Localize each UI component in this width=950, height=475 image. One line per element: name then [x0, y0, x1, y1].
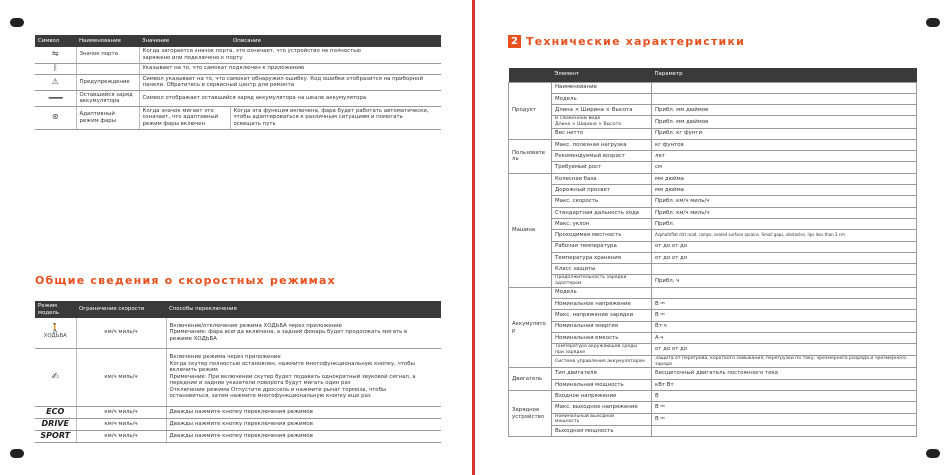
column-header: Наименование — [79, 37, 121, 44]
column-header: Элемент — [554, 71, 580, 78]
spec-value — [652, 264, 917, 275]
mode-label: ECO — [46, 406, 65, 416]
table-row — [509, 298, 917, 309]
switch-method: Дважды нажмите кнопку переключения режимов — [166, 406, 441, 418]
battery-bar-icon: ▬▬▬▬▬ — [48, 95, 63, 101]
table-row — [509, 391, 917, 402]
table-row — [35, 430, 441, 442]
spec-value — [652, 287, 917, 298]
spec-value: лет — [652, 151, 917, 162]
switch-method: Дважды нажмите кнопку переключения режимов — [166, 418, 441, 430]
table-row — [509, 356, 917, 368]
symbol-meaning: Символ указывает на то, что самокат обнаружил ошибку. Код ошибки отобразится на приборной панели. Обратитесь в сервисный центр для ремонта — [139, 74, 441, 90]
spec-value: Прибл. км/ч миль/ч — [652, 196, 917, 207]
speed-limit: км/ч миль/ч — [76, 418, 166, 430]
spec-item: Проходимая местность — [552, 230, 652, 241]
spec-item: Номинальная энергия — [552, 321, 652, 332]
switch-method: Включение/отключение режима ХОДЬБА через приложение Примечание: фара всегда включена, а задний фонарь будет продолжать мигать в режиме ХОДЬБА — [166, 318, 441, 348]
table-row — [509, 252, 917, 263]
spec-value: от до от до — [652, 344, 917, 356]
column-header: Символ — [38, 37, 60, 44]
table-row — [509, 162, 917, 173]
spec-item: Макс. напряжение зарядки — [552, 310, 652, 321]
spec-item: Температура окружающей среды при зарядке — [552, 344, 652, 356]
spec-item: Продолжительность зарядки адаптером — [552, 275, 652, 287]
speed-modes-heading: Общие сведения о скоростных режимах — [35, 274, 336, 287]
spec-item: Выходная мощность — [552, 425, 652, 436]
table-row — [35, 106, 441, 129]
spec-value: В ⎓ — [652, 402, 917, 413]
table-row — [35, 418, 441, 430]
dashboard-icon-table — [35, 35, 441, 130]
spec-group: Продукт — [509, 82, 552, 139]
table-header — [35, 301, 441, 318]
symbol-meaning: Символ отображает оставшийся заряд аккумулятора на шкале аккумулятора — [139, 90, 441, 106]
symbol-meaning: Указывает на то, что самокат подключен к приложению — [139, 63, 441, 74]
section-number-badge: 2 — [508, 35, 521, 48]
column-header: Описание — [233, 37, 261, 44]
table-row — [509, 402, 917, 413]
table-row — [509, 196, 917, 207]
spec-item: Макс. скорость — [552, 196, 652, 207]
table-row — [509, 264, 917, 275]
spec-item: Температура хранения — [552, 252, 652, 263]
spec-value: Прибл. кг фунти — [652, 128, 917, 139]
spec-group: Аккумулятор — [509, 287, 552, 368]
symbol-name — [76, 63, 139, 74]
table-row — [509, 173, 917, 184]
column-header: Способы переключения — [169, 306, 237, 313]
table-row — [509, 82, 917, 93]
center-spine — [472, 0, 475, 475]
spec-value: Прибл. мм дюймов — [652, 105, 917, 116]
spec-item: Макс. выходное напряжение — [552, 402, 652, 413]
spec-value: от до от до — [652, 241, 917, 252]
column-header — [509, 68, 552, 82]
spec-group: Пользователь — [509, 139, 552, 173]
table-row — [509, 310, 917, 321]
mode-label: DRIVE — [41, 418, 69, 428]
specs-title: Технические характеристики — [526, 35, 746, 48]
spec-value: Прибл. мм дюймов — [652, 116, 917, 128]
table-row — [509, 105, 917, 116]
spec-value: В ⎓ — [652, 413, 917, 425]
spec-item: Система управления аккумулятором — [552, 356, 652, 368]
spec-item: Макс. полезная нагрузка — [552, 139, 652, 150]
spec-value — [652, 425, 917, 436]
column-header: Ограничение скорости — [79, 306, 145, 313]
table-row — [509, 332, 917, 343]
table-row — [509, 241, 917, 252]
speed-limit: км/ч миль/ч — [76, 430, 166, 442]
adaptive-headlight-icon: ⊛ — [51, 112, 59, 122]
table-row — [509, 425, 917, 436]
spec-value: кВт Вт — [652, 379, 917, 390]
table-row — [509, 139, 917, 150]
speed-limit: км/ч миль/ч — [76, 406, 166, 418]
spec-value: см — [652, 162, 917, 173]
mode-label: ХОДЬБА — [43, 332, 67, 339]
spec-value: Прибл. км/ч миль/ч — [652, 207, 917, 218]
spec-item: Вес нетто — [552, 128, 652, 139]
spec-item: Номинальная емкость — [552, 332, 652, 343]
spec-value: мм дюйма — [652, 173, 917, 184]
spec-item: Стандартная дальность хода — [552, 207, 652, 218]
symbol-name: Предупреждение — [76, 74, 139, 90]
table-row — [509, 128, 917, 139]
page-tab-top-left — [10, 18, 24, 27]
spec-value: В ⎓ — [652, 310, 917, 321]
table-row — [509, 275, 917, 287]
spec-value: А·ч — [652, 332, 917, 343]
spec-value: кг фунтов — [652, 139, 917, 150]
page-tab-bottom-left — [10, 449, 24, 458]
spec-value — [652, 93, 917, 104]
table-row — [35, 406, 441, 418]
speed-limit: км/ч миль/ч — [76, 348, 166, 406]
spec-item: Наименование — [552, 82, 652, 93]
spec-value: Вт·ч — [652, 321, 917, 332]
table-row — [509, 368, 917, 379]
table-row — [35, 63, 441, 74]
table-row — [509, 151, 917, 162]
spec-item: В сложенном виде Длина × Ширина × Высота — [552, 116, 652, 128]
table-row — [509, 321, 917, 332]
table-row — [509, 379, 917, 390]
table-row — [509, 116, 917, 128]
switch-method: Включение режима через приложение Когда скутер полностью остановлен, нажмите многофункциональную кнопку, чтобы включить режим Примечание: При включении скутер будет подавать однократный звуковой сигнал, а передние и задние указатели поворота будут мигать один раз Отключение режима Отпустите дроссель и нажмите рычаг тормоза, чтобы остановиться, затем нажмите многофункциональную кнопку еще раз — [166, 348, 441, 406]
specs-heading — [508, 35, 745, 48]
bluetooth-icon: ᛒ — [52, 63, 58, 73]
speed-modes-table — [35, 301, 441, 443]
switch-method: Дважды нажмите кнопку переключения режимов — [166, 430, 441, 442]
column-header: Значение — [142, 37, 170, 44]
spec-value: В ⎓ — [652, 298, 917, 309]
warning-icon: ⚠ — [51, 76, 59, 86]
spec-value — [652, 82, 917, 93]
table-row — [509, 230, 917, 241]
speed-limit: км/ч миль/ч — [76, 318, 166, 348]
spec-group: Машина — [509, 173, 552, 287]
column-header: Параметр — [654, 71, 683, 78]
spec-value: мм дюйма — [652, 185, 917, 196]
table-row — [35, 348, 441, 406]
table-row — [509, 413, 917, 425]
symbol-meaning: Когда загорается значок порта, это означает, что устройство не полностью заряжено или подключено к порту — [139, 47, 441, 63]
symbol-description: Когда эта функция включена, фара будет работать автоматически, чтобы адаптироваться к различным ситуациям и помогать освещать путь — [230, 106, 441, 129]
symbol-name: Значок порта — [76, 47, 139, 63]
table-row — [509, 207, 917, 218]
column-header: Режим модель — [38, 302, 60, 316]
symbol-name: Адаптивный режим фары — [76, 106, 139, 129]
spec-item: Входное напряжение — [552, 391, 652, 402]
symbol-name: Оставшийся заряд аккумулятора — [76, 90, 139, 106]
spec-value: Asphalt/flat dirt road, ramps, sealed surface sprains. Small gaps, obstacles, lips less than 2 cm — [652, 230, 917, 241]
spec-item: Рабочая температура — [552, 241, 652, 252]
table-row — [509, 185, 917, 196]
tech-specs-table — [508, 68, 917, 437]
page-tab-top-right — [926, 18, 940, 27]
spec-item: Номинальное напряжение — [552, 298, 652, 309]
table-row — [35, 47, 441, 63]
spec-item: Номинальный выходной мощность — [552, 413, 652, 425]
walking-person-icon: 🚶 — [49, 324, 61, 335]
spec-item: Рекомендуемый возраст — [552, 151, 652, 162]
spec-value: В — [652, 391, 917, 402]
spec-item: Требуемый рост — [552, 162, 652, 173]
spec-value: Прибл. ч — [652, 275, 917, 287]
mode-label: SPORT — [40, 430, 71, 440]
spec-group: Двигатель — [509, 368, 552, 391]
table-row — [509, 218, 917, 229]
spec-item: Класс защиты — [552, 264, 652, 275]
symbol-meaning: Когда значок мигает это означает, что адаптивный режим фары включен — [139, 106, 230, 129]
table-row — [509, 344, 917, 356]
table-row — [509, 287, 917, 298]
page-tab-bottom-right — [926, 449, 940, 458]
hand-push-icon: ✍ — [51, 371, 60, 382]
usb-port-icon: ⇋ — [51, 49, 59, 59]
table-row — [35, 90, 441, 106]
table-row — [35, 318, 441, 348]
spec-group: Зарядное устройство — [509, 391, 552, 437]
spec-value: Бесщеточный двигатель постоянного тока — [652, 368, 917, 379]
table-row — [35, 74, 441, 90]
spec-value: Прибл. — [652, 218, 917, 229]
spec-item: Модель — [552, 287, 652, 298]
spec-item: Макс. уклон — [552, 218, 652, 229]
spec-item: Номинальная мощность — [552, 379, 652, 390]
spec-item: Дорожный просвет — [552, 185, 652, 196]
spec-item: Длина × Ширина × Высота — [552, 105, 652, 116]
table-header — [35, 35, 441, 47]
spec-item: Колесная база — [552, 173, 652, 184]
table-row — [509, 93, 917, 104]
spec-item: Модель — [552, 93, 652, 104]
spec-item: Тип двигателя — [552, 368, 652, 379]
spec-value: от до от до — [652, 252, 917, 263]
table-header — [509, 68, 917, 82]
spec-value: Защита от перегрева, короткого замыкания, перегрузки по току, чрезмерного разряда и чрезмерного заряда — [652, 356, 917, 368]
